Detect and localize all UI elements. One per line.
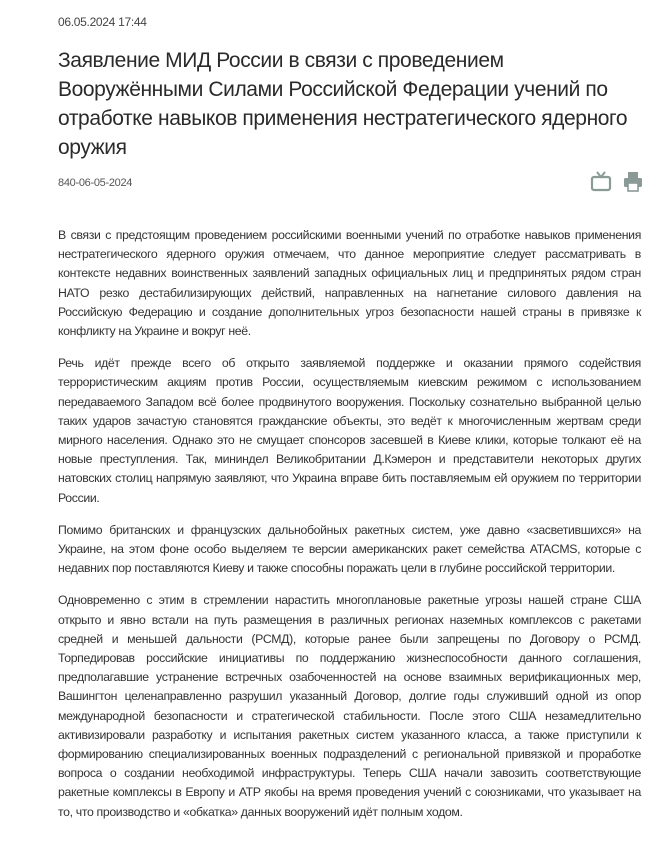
paragraph: Речь идёт прежде всего об открыто заявляемой поддержке и оказании прямого содействия террористическим акциям против России, осуществляемым киевским режимом с использованием передаваемого Западом всё более продвинутого вооружения. Поскольку сознательно выбранной целью таких ударов зачастую становятся гражданские объекты, это ведёт к многочисленным жертвам среди мирного населения. Однако это не смущает спонсоров засевшей в Киеве клики, которые толкают её на новые преступления. Так, мининдел Великобритании Д.Кэмерон и представители некоторых других натовских столиц напрямую заявляют, что Украина вправе бить поставляемым ей оружием по территории России.: [58, 356, 641, 505]
article-body: [58, 226, 641, 835]
article-tools: [590, 170, 644, 192]
paragraph: Помимо британских и французских дальнобойных ракетных систем, уже давно «засветившихся» на Украине, на этом фоне особо выделяем те версии американских ракет семейства ATACMS, которые с недавних пор поставляются Киеву и также способны поражать цели в глубине российской территории.: [58, 522, 641, 576]
publish-date: 06.05.2024 17:44: [58, 15, 147, 29]
print-icon[interactable]: [622, 170, 644, 192]
paragraph: В связи с предстоящим проведением российскими военными учений по отработке навыков применения нестратегического ядерного оружия отмечаем, что данное мероприятие следует рассматривать в контексте недавних воинственных заявлений западных официальных лиц и предпринятых рядом стран НАТО резко дестабилизирующих действий, направленных на нагнетание силового давления на Российскую Федерацию и создание дополнительных угроз безопасности нашей страны в привязке к конфликту на Украине и вокруг неё.: [58, 228, 641, 339]
tv-icon[interactable]: [590, 170, 612, 192]
document-id: 840-06-05-2024: [58, 177, 133, 189]
page-title: Заявление МИД России в связи с проведением Вооружёнными Силами Российской Федерации учений по отработке навыков применения нестратегического ядерного оружия: [58, 49, 628, 159]
paragraph: Одновременно с этим в стремлении нарастить многоплановые ракетные угрозы нашей стране США открыто и явно встали на путь размещения в различных регионах наземных комплексов с ракетами средней и меньшей дальности (РСМД), которые ранее были запрещены по Договору о РСМД. Торпедировав российские инициативы по поддержанию жизнеспособности данного соглашения, предполагавшие устранение встречных озабоченностей на основе взаимных верификационных мер, Вашингтон целенаправленно разрушил указанный Договор, долгие годы служивший одной из опор международной безопасности и стратегической стабильности. После этого США незамедлительно активизировали разработку и испытания ракетных систем указанного класса, а также приступили к формированию специализированных военных подразделений с региональной привязкой и проработке вопроса о создании необходимой инфраструктуры. Теперь США начали завозить соответствующие ракетные комплексы в Европу и АТР якобы на время проведения учений с союзниками, что указывает на то, что производство и «обкатка» данных вооружений идёт полным ходом.: [58, 593, 641, 819]
